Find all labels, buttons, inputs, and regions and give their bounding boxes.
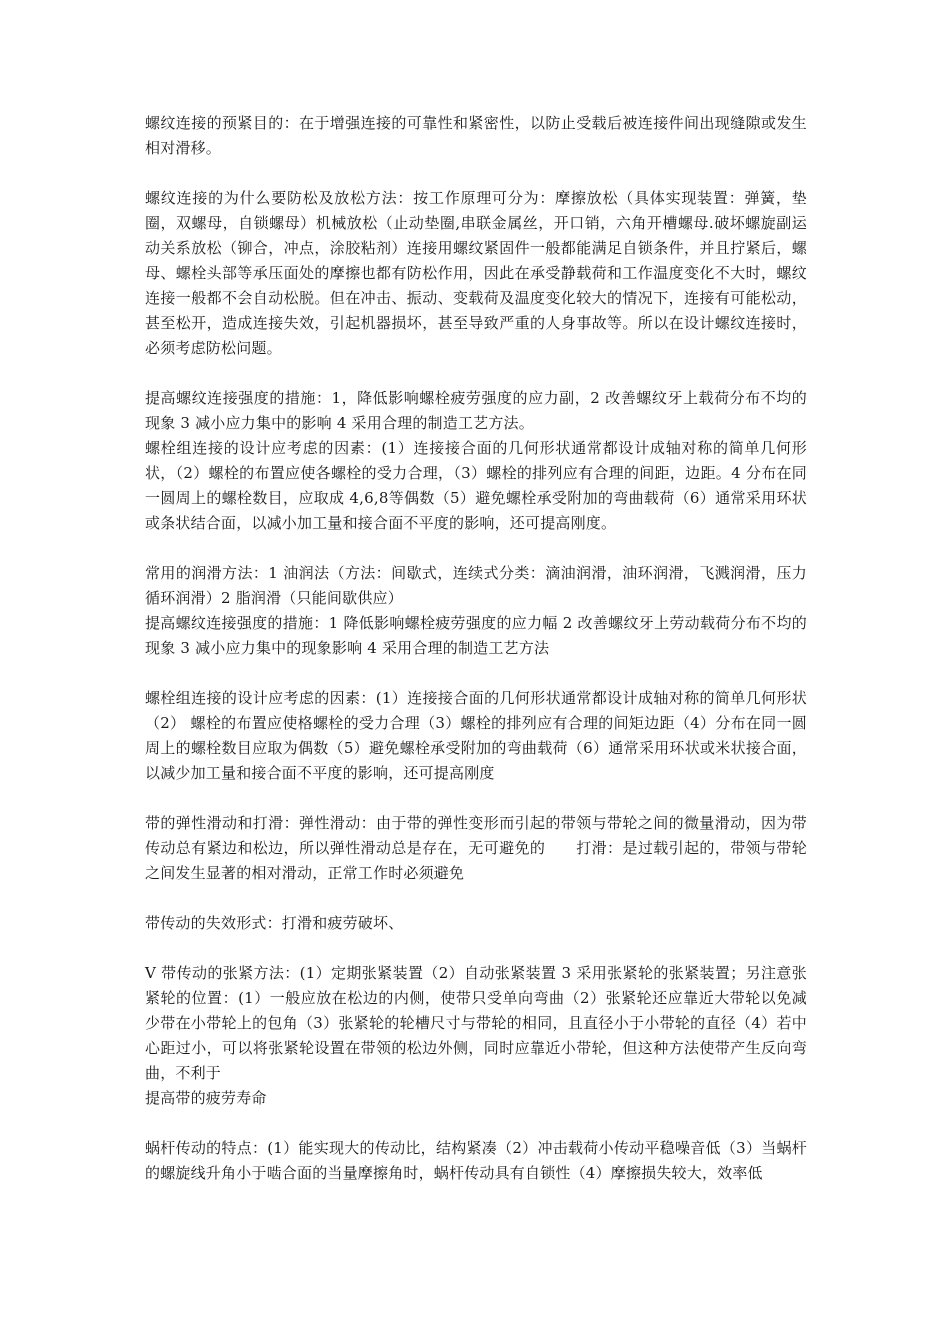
paragraph-worm-drive: 蜗杆传动的特点：(1）能实现大的传动比，结构紧凑（2）冲击载荷小传动平稳噪音低（3）当蜗杆的螺旋线升角小于啮合面的当量摩擦角时，蜗杆传动具有自锁性（4）摩擦损失较大，效率低 xyxy=(145,1139,807,1182)
paragraph-lubrication: 常用的润滑方法：1 油润法（方法：间歇式，连续式分类：滴油润滑，油环润滑，飞溅润滑，压力循环润滑）2 脂润滑（只能间歇供应） xyxy=(145,564,807,607)
paragraph-strength-measures-2: 提高螺纹连接强度的措施：1 降低影响螺栓疲劳强度的应力幅 2 改善螺纹牙上劳动载荷分布不均的现象 3 减小应力集中的现象影响 4 采用合理的制造工艺方法 xyxy=(145,614,807,657)
document-body xyxy=(145,111,807,1186)
paragraph-preload-purpose: 螺纹连接的预紧目的：在于增强连接的可靠性和紧密性，以防止受载后被连接件间出现缝隙或发生相对滑移。 xyxy=(145,114,807,157)
paragraph-gap xyxy=(145,786,807,811)
paragraph-gap xyxy=(145,1111,807,1136)
paragraph-gap xyxy=(145,886,807,911)
paragraph-gap xyxy=(145,536,807,561)
paragraph-bolt-group-design-2: 螺栓组连接的设计应考虑的因素：(1）连接接合面的几何形状通常都设计成轴对称的简单几何形状（2） 螺栓的布置应使格螺栓的受力合理（3）螺栓的排列应有合理的间矩边距（4）分布在同一圆周上的螺栓数目应取为偶数（5）避免螺栓承受附加的弯曲载荷（6）通常采用环状或米状接合面，以减少加工量和接合面不平度的影响，还可提高刚度 xyxy=(145,689,807,782)
paragraph-gap xyxy=(145,161,807,186)
paragraph-belt-failure: 带传动的失效形式：打滑和疲劳破坏、 xyxy=(145,914,404,932)
paragraph-bolt-group-design: 螺栓组连接的设计应考虑的因素：(1）连接接合面的几何形状通常都设计成轴对称的简单几何形状，（2）螺栓的布置应使各螺栓的受力合理，（3）螺栓的排列应有合理的间距，边距。4 分布在同一圆周上的螺栓数目，应取成 4,6,8等偶数（5）避免螺栓承受附加的弯曲载荷（6）通常采用环状或条状结合面，以减小加工量和接合面不平度的影响，还可提高刚度。 xyxy=(145,439,807,532)
paragraph-gap xyxy=(145,361,807,386)
paragraph-anti-loosening: 螺纹连接的为什么要防松及放松方法：按工作原理可分为：摩擦放松（具体实现装置：弹簧，垫圈，双螺母，自锁螺母）机械放松（止动垫圈,串联金属丝，开口销，六角开槽螺母.破坏螺旋副运动关系放松（铆合，冲点，涂胶粘剂）连接用螺纹紧固件一般都能满足自锁条件，并且拧紧后，螺母、螺栓头部等承压面处的摩擦也都有防松作用，因此在承受静载荷和工作温度变化不大时，螺纹连接一般都不会自动松脱。但在冲击、振动、变载荷及温度变化较大的情况下，连接有可能松动，甚至松开，造成连接失效，引起机器损坏，甚至导致严重的人身事故等。所以在设计螺纹连接时，必须考虑防松问题。 xyxy=(145,189,807,357)
paragraph-gap xyxy=(145,661,807,686)
paragraph-belt-slip: 带的弹性滑动和打滑：弹性滑动：由于带的弹性变形而引起的带领与带轮之间的微量滑动，因为带传动总有紧边和松边，所以弹性滑动总是存在，无可避免的 打滑：是过载引起的，带领与带轮之间发生显著的相对滑动，正常工作时必须避免 xyxy=(145,814,807,882)
paragraph-fatigue-life: 提高带的疲劳寿命 xyxy=(145,1089,267,1107)
paragraph-strength-measures: 提高螺纹连接强度的措施：1，降低影响螺栓疲劳强度的应力副，2 改善螺纹牙上载荷分布不均的现象 3 减小应力集中的影响 4 采用合理的制造工艺方法。 xyxy=(145,389,807,432)
paragraph-v-belt-tensioning: V 带传动的张紧方法：(1）定期张紧装置（2）自动张紧装置 3 采用张紧轮的张紧装置；另注意张紧轮的位置：(1）一般应放在松边的内侧，使带只受单向弯曲（2）张紧轮还应靠近大带轮以免减少带在小带轮上的包角（3）张紧轮的轮槽尺寸与带轮的相同，且直径小于小带轮的直径（4）若中心距过小，可以将张紧轮设置在带领的松边外侧，同时应靠近小带轮，但这种方法使带产生反向弯曲，不利于 xyxy=(145,964,807,1082)
paragraph-gap xyxy=(145,936,807,961)
